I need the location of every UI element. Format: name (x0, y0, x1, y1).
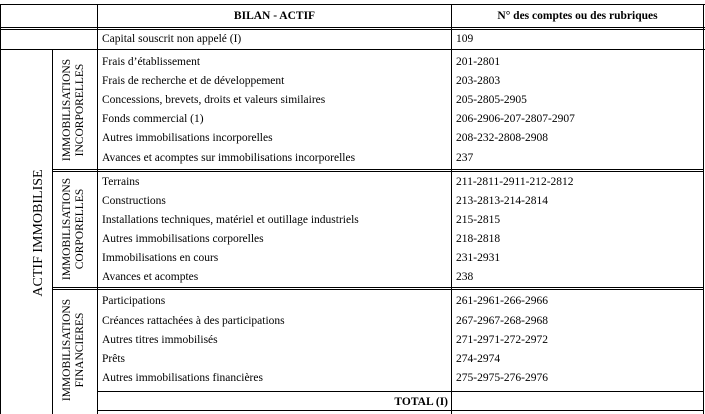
row-label: Autres immobilisations financières (102, 372, 263, 384)
row-accounts: 231-2931 (456, 252, 501, 264)
group-divider-2b (52, 289, 704, 290)
row-label: Avances et acomptes (102, 271, 199, 283)
row-label: Frais d’établissement (102, 56, 201, 68)
actif-immobilise-label: ACTIF IMMOBILISE (31, 169, 46, 297)
row-label: Frais de recherche et de développement (102, 75, 285, 87)
group-divider-1 (52, 169, 704, 170)
group-divider-2 (52, 287, 704, 288)
row-accounts: 211-2811-2911-212-2812 (456, 176, 574, 188)
row-accounts: 274-2974 (456, 353, 501, 365)
row-label: Fonds commercial (1) (102, 113, 204, 125)
capital-row-divider (0, 49, 705, 50)
row-label: Autres immobilisations corporelles (102, 233, 264, 245)
group-divider-1b (52, 171, 704, 172)
row-label: Installations techniques, matériel et outillage industriels (102, 214, 359, 226)
row-accounts: 238 (456, 271, 474, 283)
row-accounts: 261-2961-266-2966 (456, 295, 548, 307)
row-label: Autres immobilisations incorporelles (102, 132, 273, 144)
group-label-financieres: IMMOBILISATIONS FINANCIERES (61, 298, 86, 402)
col-divider-accounts (451, 4, 452, 414)
header-divider-2 (0, 29, 705, 30)
col-divider-group (52, 50, 53, 414)
row-label: Autres titres immobilisés (102, 334, 218, 346)
row-accounts: 213-2813-214-2814 (456, 195, 548, 207)
row-accounts: 203-2803 (456, 75, 501, 87)
header-bilan-actif: BILAN - ACTIF (233, 10, 316, 22)
row-accounts: 201-2801 (456, 56, 501, 68)
row-accounts: 206-2906-207-2807-2907 (456, 113, 575, 125)
header-divider (0, 27, 705, 28)
group-label-corporelles: IMMOBILISATIONS CORPORELLES (61, 177, 86, 281)
header-account-numbers: N° des comptes ou des rubriques (497, 10, 658, 22)
row-label: Immobilisations en cours (102, 252, 219, 264)
col-divider-label (97, 4, 98, 414)
row-accounts: 208-232-2808-2908 (456, 132, 548, 144)
row-label: Participations (102, 295, 166, 307)
row-accounts: 218-2818 (456, 233, 501, 245)
capital-accounts: 109 (456, 33, 474, 45)
row-accounts: 275-2975-276-2976 (456, 372, 548, 384)
row-label: Concessions, brevets, droits et valeurs similaires (102, 94, 326, 106)
table-border-top (0, 4, 705, 5)
row-label: Terrains (102, 176, 140, 188)
total-row-top (97, 391, 704, 392)
row-accounts: 205-2805-2905 (456, 94, 527, 106)
row-label: Avances et acomptes sur immobilisations incorporelles (102, 152, 356, 164)
table-border-left (0, 4, 1, 414)
capital-label: Capital souscrit non appelé (I) (102, 33, 242, 45)
row-accounts: 215-2815 (456, 214, 501, 226)
row-label: Constructions (102, 195, 166, 207)
total-label: TOTAL (I) (394, 396, 448, 408)
table-border-right (703, 4, 704, 414)
total-row-bottom (97, 410, 704, 411)
row-accounts: 271-2971-272-2972 (456, 334, 548, 346)
row-label: Prêts (102, 353, 125, 365)
row-accounts: 237 (456, 152, 474, 164)
row-accounts: 267-2967-268-2968 (456, 315, 548, 327)
row-label: Créances rattachées à des participations (102, 315, 285, 327)
group-label-incorporelles: IMMOBILISATIONS INCORPORELLES (61, 58, 86, 162)
